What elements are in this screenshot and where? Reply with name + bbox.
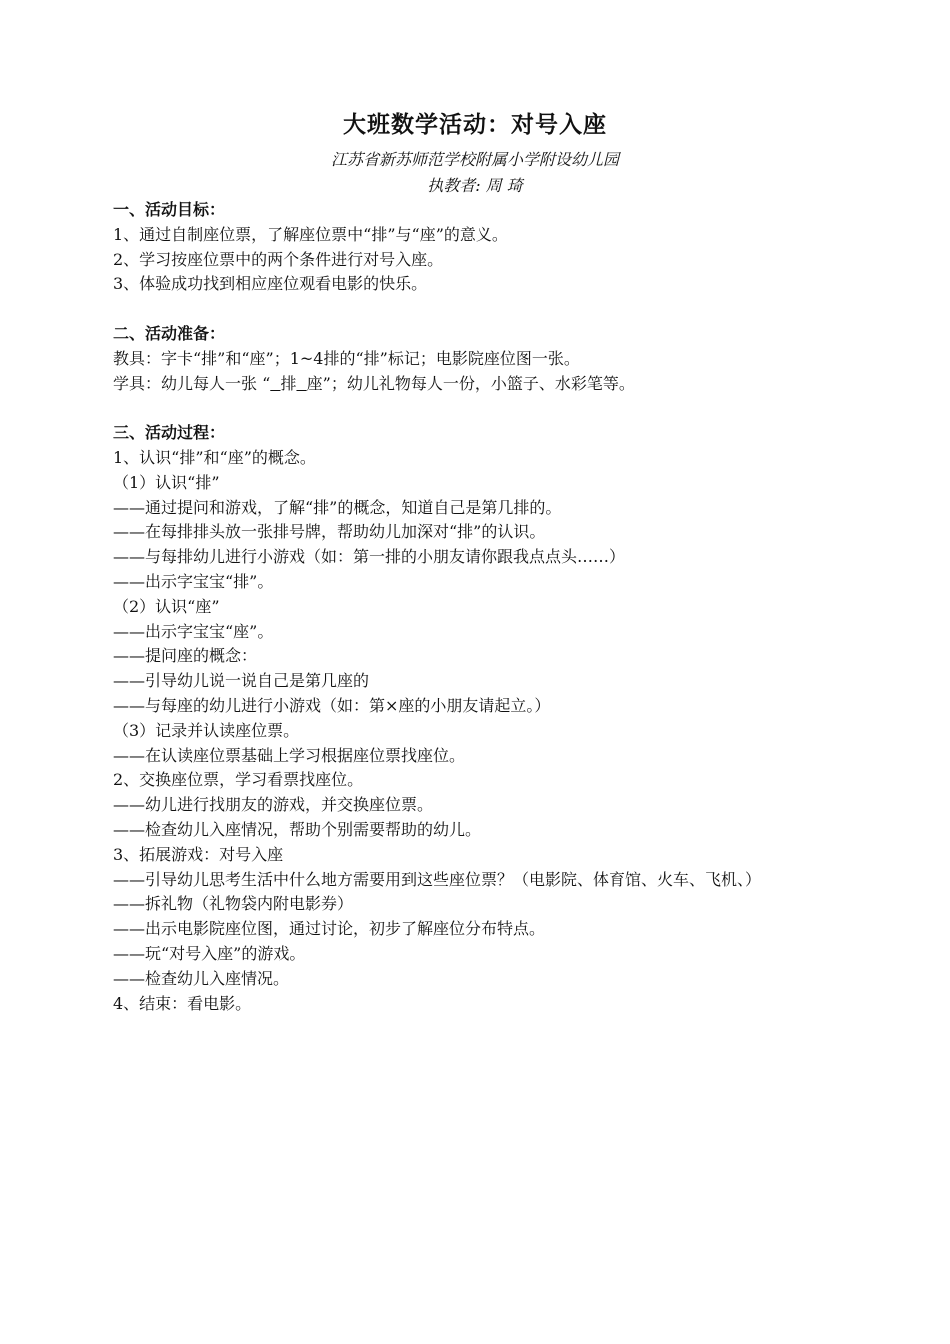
process-line: ——出示字宝宝“排”。	[113, 571, 274, 591]
process-line: ——拆礼物（礼物袋内附电影券）	[113, 894, 354, 914]
document-body	[113, 198, 913, 1016]
process-line: ——通过提问和游戏，了解“排”的概念，知道自己是第几排的。	[113, 497, 562, 517]
spacer	[113, 396, 913, 421]
process-line: 3、拓展游戏：对号入座	[113, 844, 284, 864]
process-line: ——在每排排头放一张排号牌，帮助幼儿加深对“排”的认识。	[113, 522, 546, 542]
process-line: 1、认识“排”和“座”的概念。	[113, 447, 316, 467]
process-line: （3）记录并认读座位票。	[113, 720, 300, 740]
prep-student-suffix: 座”；幼儿礼物每人一份，小篮子、水彩笔等。	[306, 373, 635, 393]
process-line: ——与每座的幼儿进行小游戏（如：第×座的小朋友请起立。）	[113, 695, 551, 715]
section-heading-goals: 一、活动目标：	[113, 200, 226, 219]
process-line: ——出示字宝宝“座”。	[113, 621, 274, 641]
prep-teacher-tools: 教具：字卡“排”和“座”；1~4排的“排”标记；电影院座位图一张。	[113, 348, 580, 368]
process-line: ——提问座的概念：	[113, 646, 258, 666]
section-heading-process: 三、活动过程：	[113, 423, 226, 443]
process-line: ——与每排幼儿进行小游戏（如：第一排的小朋友请你跟我点点头……）	[113, 547, 626, 567]
prep-student-tools	[113, 372, 913, 397]
teacher-name: 执教者: 周 琦	[427, 176, 523, 195]
process-line: （2）认识“座”	[113, 596, 220, 616]
process-line: 4、结束：看电影。	[113, 993, 252, 1013]
blank-row-field	[270, 374, 280, 393]
process-line: ——出示电影院座位图，通过讨论，初步了解座位分布特点。	[113, 919, 546, 939]
goal-item: 1、通过自制座位票，了解座位票中“排”与“座”的意义。	[113, 224, 508, 244]
process-line: ——幼儿进行找朋友的游戏，并交换座位票。	[113, 795, 434, 815]
blank-seat-field	[296, 374, 306, 393]
section-heading-prep: 二、活动准备：	[113, 323, 226, 343]
process-line: ——检查幼儿入座情况。	[113, 968, 290, 988]
prep-student-prefix: 学具：幼儿每人一张 “	[113, 373, 271, 393]
process-line: ——玩“对号入座”的游戏。	[113, 943, 306, 963]
process-line: ——引导幼儿思考生活中什么地方需要用到这些座位票？（电影院、体育馆、火车、飞机、）	[113, 869, 762, 889]
school-name: 江苏省新苏师范学校附属小学附设幼儿园	[330, 150, 619, 169]
process-line: ——检查幼儿入座情况，帮助个别需要帮助的幼儿。	[113, 819, 482, 839]
prep-student-mid: 排	[280, 373, 297, 393]
process-line: ——在认读座位票基础上学习根据座位票找座位。	[113, 745, 466, 765]
process-line: ——引导幼儿说一说自己是第几座的	[113, 671, 370, 691]
goal-item: 3、体验成功找到相应座位观看电影的快乐。	[113, 274, 428, 294]
document-title: 大班数学活动：对号入座	[343, 112, 607, 138]
spacer	[113, 297, 913, 322]
process-line: 2、交换座位票，学习看票找座位。	[113, 770, 364, 790]
process-line: （1）认识“排”	[113, 472, 220, 492]
goal-item: 2、学习按座位票中的两个条件进行对号入座。	[113, 249, 444, 269]
